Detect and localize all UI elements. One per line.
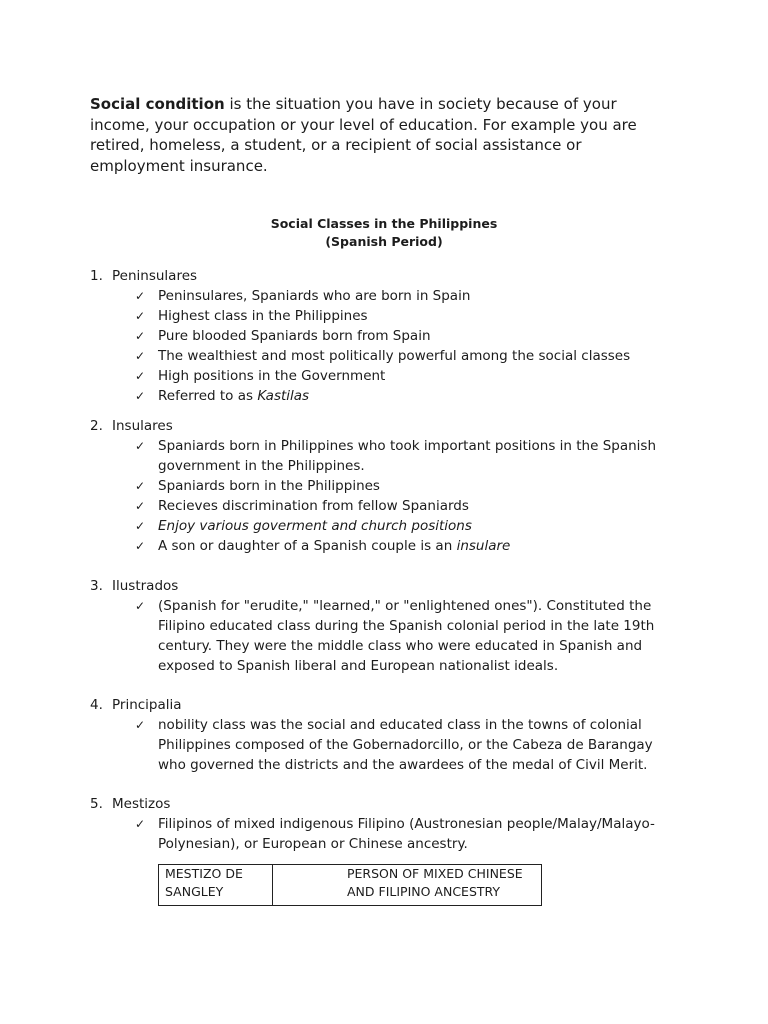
list-item-text: nobility class was the social and educated class in the towns of colonial Philippines composed of the Gobernadorcillo, or the Cabeza de Barangay who governed the districts and the awardees of the medal of Civil Merit. xyxy=(158,717,653,774)
intro-text: is the situation you have in society because of your income, your occupation or your level of education. For example you are retired, homeless, a student, or a recipient of social assistance or employment insurance. xyxy=(90,95,637,175)
checkmark-icon: ✓ xyxy=(135,817,146,831)
checkmark-icon: ✓ xyxy=(135,499,146,514)
bullet-list xyxy=(90,436,670,557)
section-heading xyxy=(90,416,670,436)
section-mestizos xyxy=(90,794,670,854)
list-item xyxy=(90,306,670,326)
section-peninsulares xyxy=(90,266,670,407)
section-number: 1. xyxy=(90,268,103,284)
checkmark-icon: ✓ xyxy=(135,309,146,324)
list-item xyxy=(90,436,670,476)
section-number: 5. xyxy=(90,796,103,812)
checkmark-icon: ✓ xyxy=(135,369,146,384)
bullet-list xyxy=(90,715,670,775)
section-number: 4. xyxy=(90,697,103,713)
checkmark-icon: ✓ xyxy=(135,439,146,453)
list-item xyxy=(90,476,670,496)
bullet-list xyxy=(90,596,670,676)
section-title: Principalia xyxy=(112,697,182,713)
list-item xyxy=(90,386,670,406)
checkmark-icon: ✓ xyxy=(135,289,146,303)
list-item xyxy=(90,346,670,366)
table-term-cell: MESTIZO DE SANGLEY xyxy=(159,865,273,905)
section-number: 2. xyxy=(90,418,103,434)
section-ilustrados xyxy=(90,576,670,676)
list-item-text: Peninsulares, Spaniards who are born in Spain xyxy=(158,288,471,304)
section-heading xyxy=(90,576,670,596)
list-item xyxy=(90,516,670,536)
intro-paragraph xyxy=(90,94,670,176)
list-item-text: Referred to as xyxy=(158,388,258,405)
section-title: Mestizos xyxy=(112,796,171,812)
intro-term: Social condition xyxy=(90,95,225,113)
section-heading xyxy=(90,794,670,814)
bullet-list xyxy=(90,814,670,854)
list-item xyxy=(90,814,670,854)
section-number: 3. xyxy=(90,578,103,594)
list-item-text: Spaniards born in Philippines who took important positions in the Spanish government in the Philippines. xyxy=(158,438,657,475)
checkmark-icon: ✓ xyxy=(135,479,146,494)
list-item xyxy=(90,536,670,556)
section-principalia xyxy=(90,695,670,775)
list-item-text: A son or daughter of a Spanish couple is an xyxy=(158,538,457,555)
list-item xyxy=(90,366,670,386)
list-item xyxy=(90,596,670,676)
section-heading xyxy=(90,266,670,286)
list-item xyxy=(90,326,670,346)
list-item-text: Recieves discrimination from fellow Spaniards xyxy=(158,498,469,515)
list-item-text: High positions in the Government xyxy=(158,368,386,385)
bullet-list xyxy=(90,286,670,407)
checkmark-icon: ✓ xyxy=(135,539,146,554)
checkmark-icon: ✓ xyxy=(135,349,146,364)
checkmark-icon: ✓ xyxy=(135,718,146,732)
list-item-text: Spaniards born in the Philippines xyxy=(158,478,380,495)
section-heading xyxy=(90,695,670,715)
list-item xyxy=(90,496,670,516)
checkmark-icon: ✓ xyxy=(135,389,146,404)
checkmark-icon: ✓ xyxy=(135,329,146,344)
table-definition-cell: PERSON OF MIXED CHINESE AND FILIPINO ANCESTRY xyxy=(347,866,523,899)
document-title: Social Classes in the Philippines xyxy=(270,216,498,231)
list-item xyxy=(90,286,670,306)
section-title: Insulares xyxy=(112,418,173,434)
list-item-text: Filipinos of mixed indigenous Filipino (Austronesian people/Malay/Malayo-Polynesian), or European or Chinese ancestry. xyxy=(158,816,655,853)
list-item-text: Pure blooded Spaniards born from Spain xyxy=(158,328,431,345)
list-item xyxy=(90,715,670,775)
italic-term: Kastilas xyxy=(257,388,310,405)
list-item-text: The wealthiest and most politically powerful among the social classes xyxy=(158,348,631,365)
list-item-text: Enjoy various goverment and church positions xyxy=(158,518,472,535)
checkmark-icon: ✓ xyxy=(135,519,146,534)
section-title: Peninsulares xyxy=(112,268,198,284)
document-subtitle: (Spanish Period) xyxy=(325,234,443,249)
italic-term: insulare xyxy=(456,538,511,555)
list-item-text: (Spanish for "erudite," "learned," or "enlightened ones"). Constituted the Filipino educated class during the Spanish colonial period in the late 19th century. They were the middle class who were educated in Spanish and exposed to Spanish liberal and European nationalist ideals. xyxy=(158,598,655,675)
section-title: Ilustrados xyxy=(112,578,179,594)
list-item-text: Highest class in the Philippines xyxy=(158,308,368,325)
section-insulares xyxy=(90,416,670,557)
checkmark-icon: ✓ xyxy=(135,599,146,613)
mestizo-table xyxy=(158,864,542,906)
